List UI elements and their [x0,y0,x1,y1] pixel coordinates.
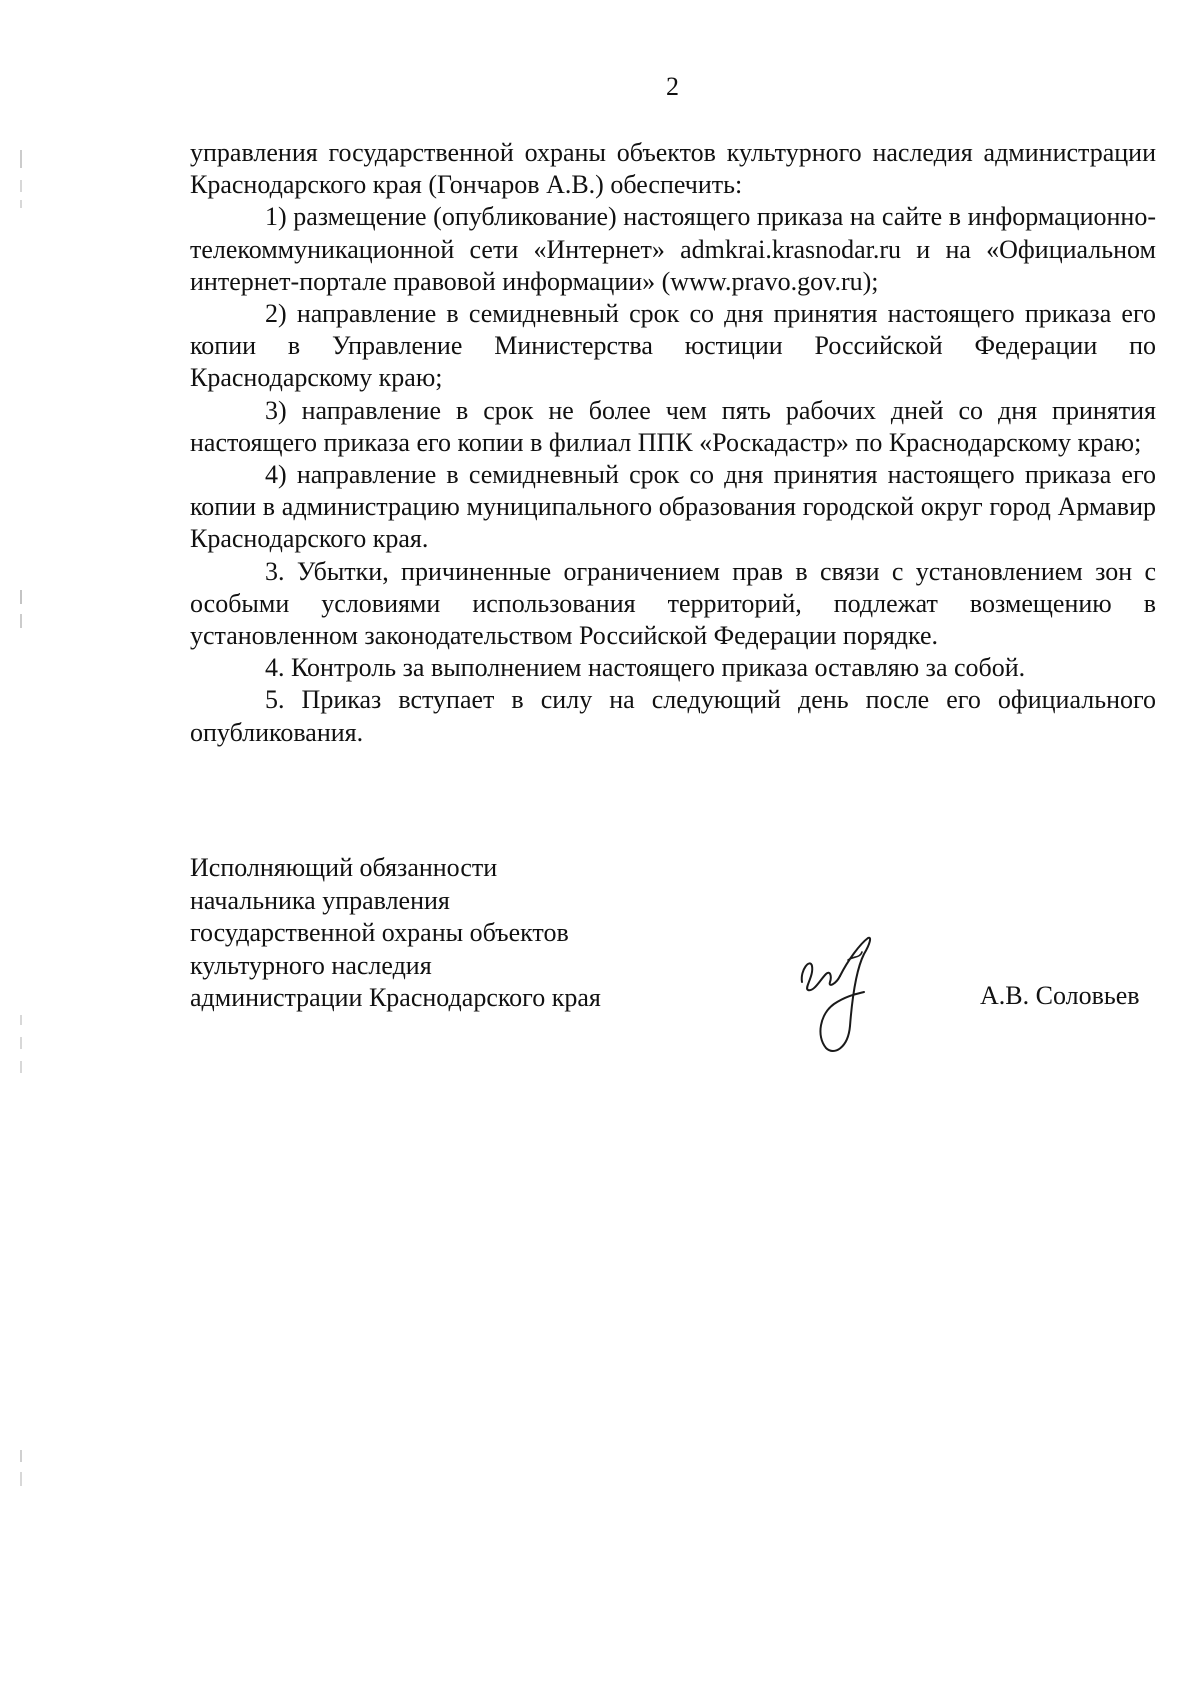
handwritten-signature [790,930,890,1060]
page-number: 2 [666,72,679,101]
paragraph-item-1-publication: 1) размещение (опубликование) настоящего приказа на сайте в информационно-телекоммуникационной сети «Интернет» admkrai.krasnodar.ru и на «Официальном интернет-портале правовой информации» (www.pravo.gov.ru); [190,202,1156,296]
signer-position-line: администрации Краснодарского края [190,983,601,1012]
signer-name: А.В. Соловьев [980,981,1140,1010]
signer-position-line: начальника управления [190,885,450,915]
signer-position-line: Исполняющий обязанности [190,853,498,882]
scan-edge-mark [20,1450,22,1490]
paragraph-3-damages: 3. Убытки, причиненные ограничением прав в связи с установлением зон с особыми условиями использования территорий, подлежат возмещению в установленном законодательством Российской Федерации порядке. [190,556,1156,651]
signer-position-line: государственной охраны объектов [190,918,569,947]
paragraph-responsible-body: управления государственной охраны объектов культурного наследия администрации Краснодарского края (Гончаров А.В.) обеспечить: [190,138,1156,200]
signer-position [190,852,601,1015]
document-body [190,137,1156,749]
paragraph-5-effective-date: 5. Приказ вступает в силу на следующий день после его официального опубликования. [190,685,1156,747]
scan-edge-mark [20,590,22,630]
signer-position-line: культурного наследия [190,950,432,980]
paragraph-item-4-municipality: 4) направление в семидневный срок со дня принятия настоящего приказа его копии в администрацию муниципального образования городской округ город Армавир Краснодарского края. [190,460,1156,554]
paragraph-item-3-roskadastr: 3) направление в срок не более чем пять рабочих дней со дня принятия настоящего приказа его копии в филиал ППК «Роскадастр» по Краснодарскому краю; [190,395,1156,457]
paragraph-item-2-ministry-of-justice: 2) направление в семидневный срок со дня принятия настоящего приказа его копии в Управление Министерства юстиции Российской Федерации по Краснодарскому краю; [190,299,1156,393]
paragraph-4-control: 4. Контроль за выполнением настоящего приказа оставляю за собой. [265,653,1026,683]
scan-edge-mark [20,150,22,210]
scan-edge-mark [20,1015,22,1075]
